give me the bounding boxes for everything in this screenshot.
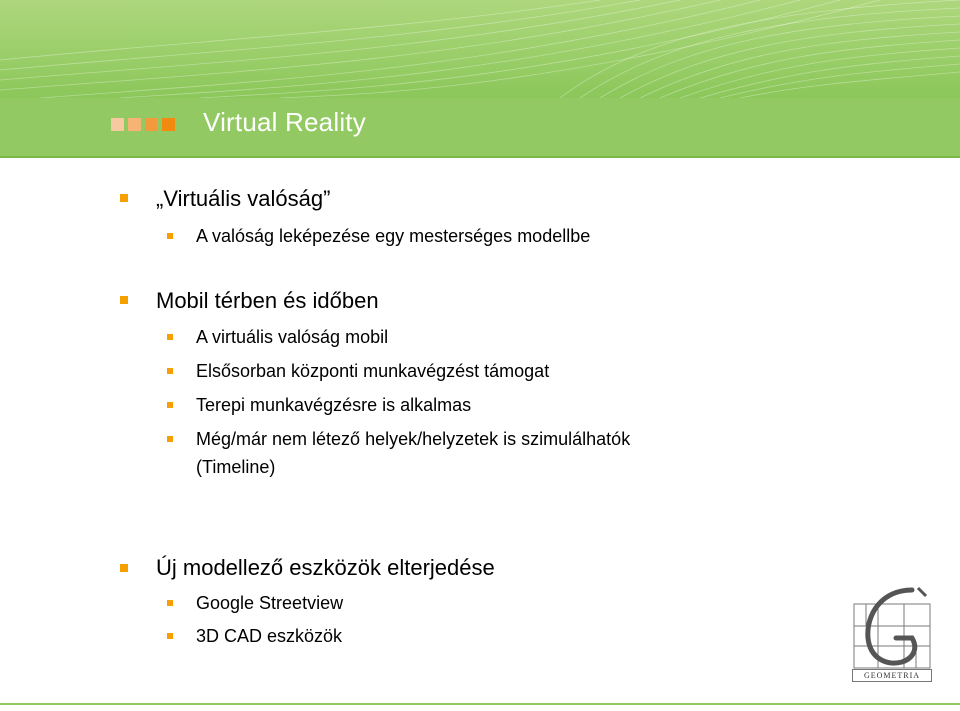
bullet-square-icon	[167, 334, 173, 340]
list-item-continuation: (Timeline)	[196, 457, 276, 477]
logo-label: GEOMETRIA	[852, 669, 932, 682]
bullet-square-icon	[167, 436, 173, 442]
section-heading: „Virtuális valóság”	[156, 186, 331, 211]
list-item: Google Streetview	[196, 593, 344, 613]
geometria-logo	[852, 586, 932, 682]
section-heading: Mobil térben és időben	[156, 288, 379, 313]
bullet-square-icon	[167, 633, 173, 639]
list-item: 3D CAD eszközök	[196, 626, 343, 646]
slide-title: Virtual Reality	[203, 107, 366, 137]
bullet-square-icon	[167, 600, 173, 606]
geometria-logo-icon	[852, 586, 932, 670]
list-item: Terepi munkavégzésre is alkalmas	[196, 395, 472, 415]
section-heading: Új modellező eszközök elterjedése	[156, 555, 495, 580]
bullet-square-icon	[167, 368, 173, 374]
bullet-square-icon	[167, 233, 173, 239]
footer-line	[0, 703, 960, 705]
bullet-square-icon	[167, 402, 173, 408]
bullet-square-icon	[120, 296, 128, 304]
list-item: Még/már nem létező helyek/helyzetek is szimulálhatók	[196, 429, 631, 449]
list-item: A virtuális valóság mobil	[196, 327, 389, 347]
bullet-square-icon	[120, 194, 128, 202]
list-item: Elsősorban központi munkavégzést támogat	[196, 361, 550, 381]
list-item: A valóság leképezése egy mesterséges modellbe	[196, 226, 591, 246]
bullet-square-icon	[120, 564, 128, 572]
